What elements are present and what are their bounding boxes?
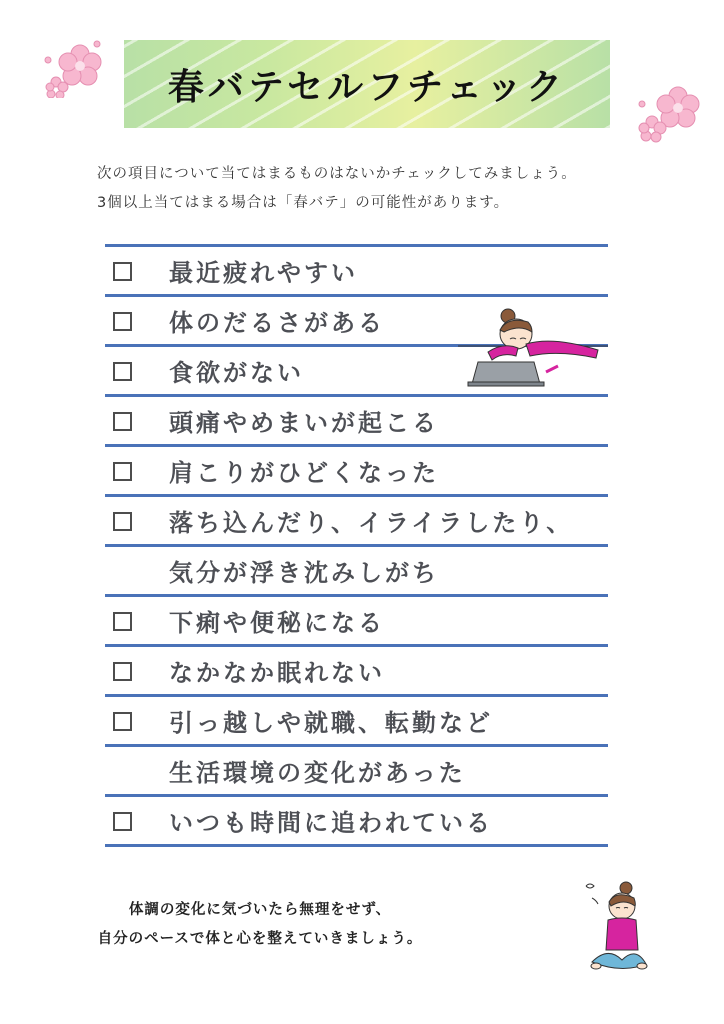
checklist-row	[105, 244, 608, 297]
checklist-row	[105, 647, 608, 697]
checklist-item-text: 頭痛やめまいが起こる	[169, 409, 439, 437]
checklist-row	[105, 447, 608, 497]
checklist-row	[105, 397, 608, 447]
checklist-row	[105, 497, 608, 547]
plum-blossom-icon	[42, 38, 114, 98]
checklist-item-text: 落ち込んだり、イライラしたり、	[169, 509, 574, 537]
checklist-item-text: 生活環境の変化があった	[169, 759, 466, 787]
checklist-item-text: 最近疲れやすい	[169, 259, 358, 287]
checklist-item-text: 体のだるさがある	[169, 309, 385, 337]
checkbox[interactable]	[113, 612, 132, 631]
checklist-row	[105, 697, 608, 747]
checklist-row-continuation	[105, 547, 608, 597]
checkbox[interactable]	[113, 312, 132, 331]
intro-line-2: 3個以上当てはまる場合は「春バテ」の可能性があります。	[97, 195, 510, 211]
page-title: 春バテセルフチェック	[167, 66, 567, 108]
checklist-item-text: なかなか眠れない	[169, 659, 385, 687]
tired-woman-laptop-illustration	[458, 306, 608, 388]
checklist-item-text: いつも時間に追われている	[169, 809, 493, 837]
intro-text	[97, 160, 657, 218]
checklist-item-text: 下痢や便秘になる	[169, 609, 385, 637]
checklist-item-text: 引っ越しや就職、転勤など	[169, 709, 493, 737]
checkbox[interactable]	[113, 712, 132, 731]
checklist-item-text: 肩こりがひどくなった	[169, 459, 439, 487]
checkbox[interactable]	[113, 662, 132, 681]
checklist-row-continuation	[105, 747, 608, 797]
checklist-row	[105, 797, 608, 847]
plum-blossom-icon	[634, 84, 706, 146]
checkbox[interactable]	[113, 262, 132, 281]
checklist-row	[105, 597, 608, 647]
checkbox[interactable]	[113, 812, 132, 831]
checklist-item-text: 気分が浮き沈みしがち	[169, 559, 439, 587]
footer-message	[60, 896, 460, 954]
title-banner	[124, 40, 610, 128]
footer-line-2: 自分のペースで体と心を整えていきましょう。	[97, 931, 423, 947]
checkbox[interactable]	[113, 462, 132, 481]
checkbox[interactable]	[113, 412, 132, 431]
checklist-item-text: 食欲がない	[169, 359, 304, 387]
checkbox[interactable]	[113, 362, 132, 381]
checkbox[interactable]	[113, 512, 132, 531]
sitting-woman-illustration	[578, 880, 648, 976]
intro-line-1: 次の項目について当てはまるものはないかチェックしてみましょう。	[97, 166, 577, 182]
footer-line-1: 体調の変化に気づいたら無理をせず、	[128, 902, 392, 918]
